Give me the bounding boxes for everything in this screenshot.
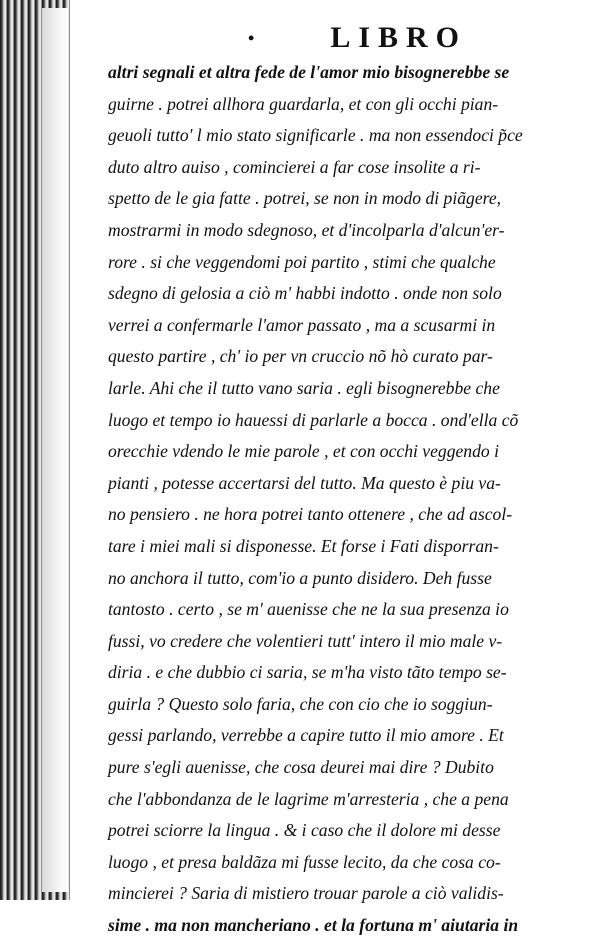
text-line: tantosto . certo , se m' auenisse che ne la sua presenza io — [108, 599, 509, 620]
running-head-ornament: • — [248, 27, 255, 48]
text-line: larle. Ahi che il tutto vano saria . egli bisognerebbe che — [108, 377, 500, 398]
text-line: sdegno di gelosia a ciò m' habbi indotto . onde non solo — [108, 283, 502, 304]
text-line: orecchie vdendo le mie parole , et con occhi veggendo i — [108, 441, 499, 462]
text-line: diria . e che dubbio ci saria, se m'ha visto tãto tempo se- — [108, 662, 507, 683]
text-line: mostrarmi in modo sdegnoso, et d'incolparla d'alcun'er- — [108, 219, 505, 240]
text-line: no pensiero . ne hora potrei tanto ottenere , che ad ascol- — [108, 504, 513, 525]
running-head — [248, 18, 548, 58]
page-stack-edge — [42, 8, 68, 892]
body-text — [108, 57, 540, 942]
book-gutter — [0, 0, 70, 900]
text-line: duto altro auiso , comincierei a far cose insolite a ri- — [108, 156, 481, 177]
text-line: altri segnali et altra fede de l'amor mio bisognerebbe se — [108, 62, 510, 82]
running-head-title: LIBRO — [330, 21, 468, 54]
text-line: guirla ? Questo solo faria, che con cio che io soggiun- — [108, 693, 493, 714]
text-line: geuoli tutto' l mio stato significarle . ma non essendoci p̃ce — [108, 125, 523, 146]
text-line: questo partire , ch' io per vn cruccio nõ hò curato par- — [108, 346, 493, 367]
text-line: gessi parlando, verrebbe a capire tutto il mio amore . Et — [108, 725, 504, 746]
text-line: no anchora il tutto, com'io a punto disidero. Deh fusse — [108, 567, 492, 588]
text-line: fussi, vo credere che volentieri tutt' intero il mio male v- — [108, 630, 503, 651]
text-line: luogo et tempo io hauessi di parlarle a bocca . ond'ella cõ — [108, 409, 519, 430]
text-line: luogo , et presa baldãza mi fusse lecito, da che cosa co- — [108, 851, 501, 872]
text-line: mincierei ? Saria di mistiero trouar parole a ciò validis- — [108, 883, 504, 904]
text-line: guirne . potrei allhora guardarla, et con gli occhi pian- — [108, 93, 499, 114]
text-line: potrei sciorre la lingua . & i caso che il dolore mi desse — [108, 820, 501, 841]
text-line: sime . ma non mancheriano . et la fortuna m' aiutaria in — [108, 915, 519, 936]
text-line: pianti , potesse accertarsi del tutto. Ma questo è piu va- — [108, 472, 501, 493]
text-line: pure s'egli auenisse, che cosa deurei mai dire ? Dubito — [108, 757, 494, 778]
text-line: rore . si che veggendomi poi partito , stimi che qualche — [108, 251, 496, 272]
text-line: spetto de le gia fatte . potrei, se non in modo di piãgere, — [108, 188, 502, 209]
text-line: verrei a confermarle l'amor passato , ma a scusarmi in — [108, 314, 496, 335]
text-line: che l'abbondanza de le lagrime m'arresteria , che a pena — [108, 788, 509, 809]
text-line: tare i miei mali si disponesse. Et forse i Fati disporran- — [108, 535, 499, 556]
